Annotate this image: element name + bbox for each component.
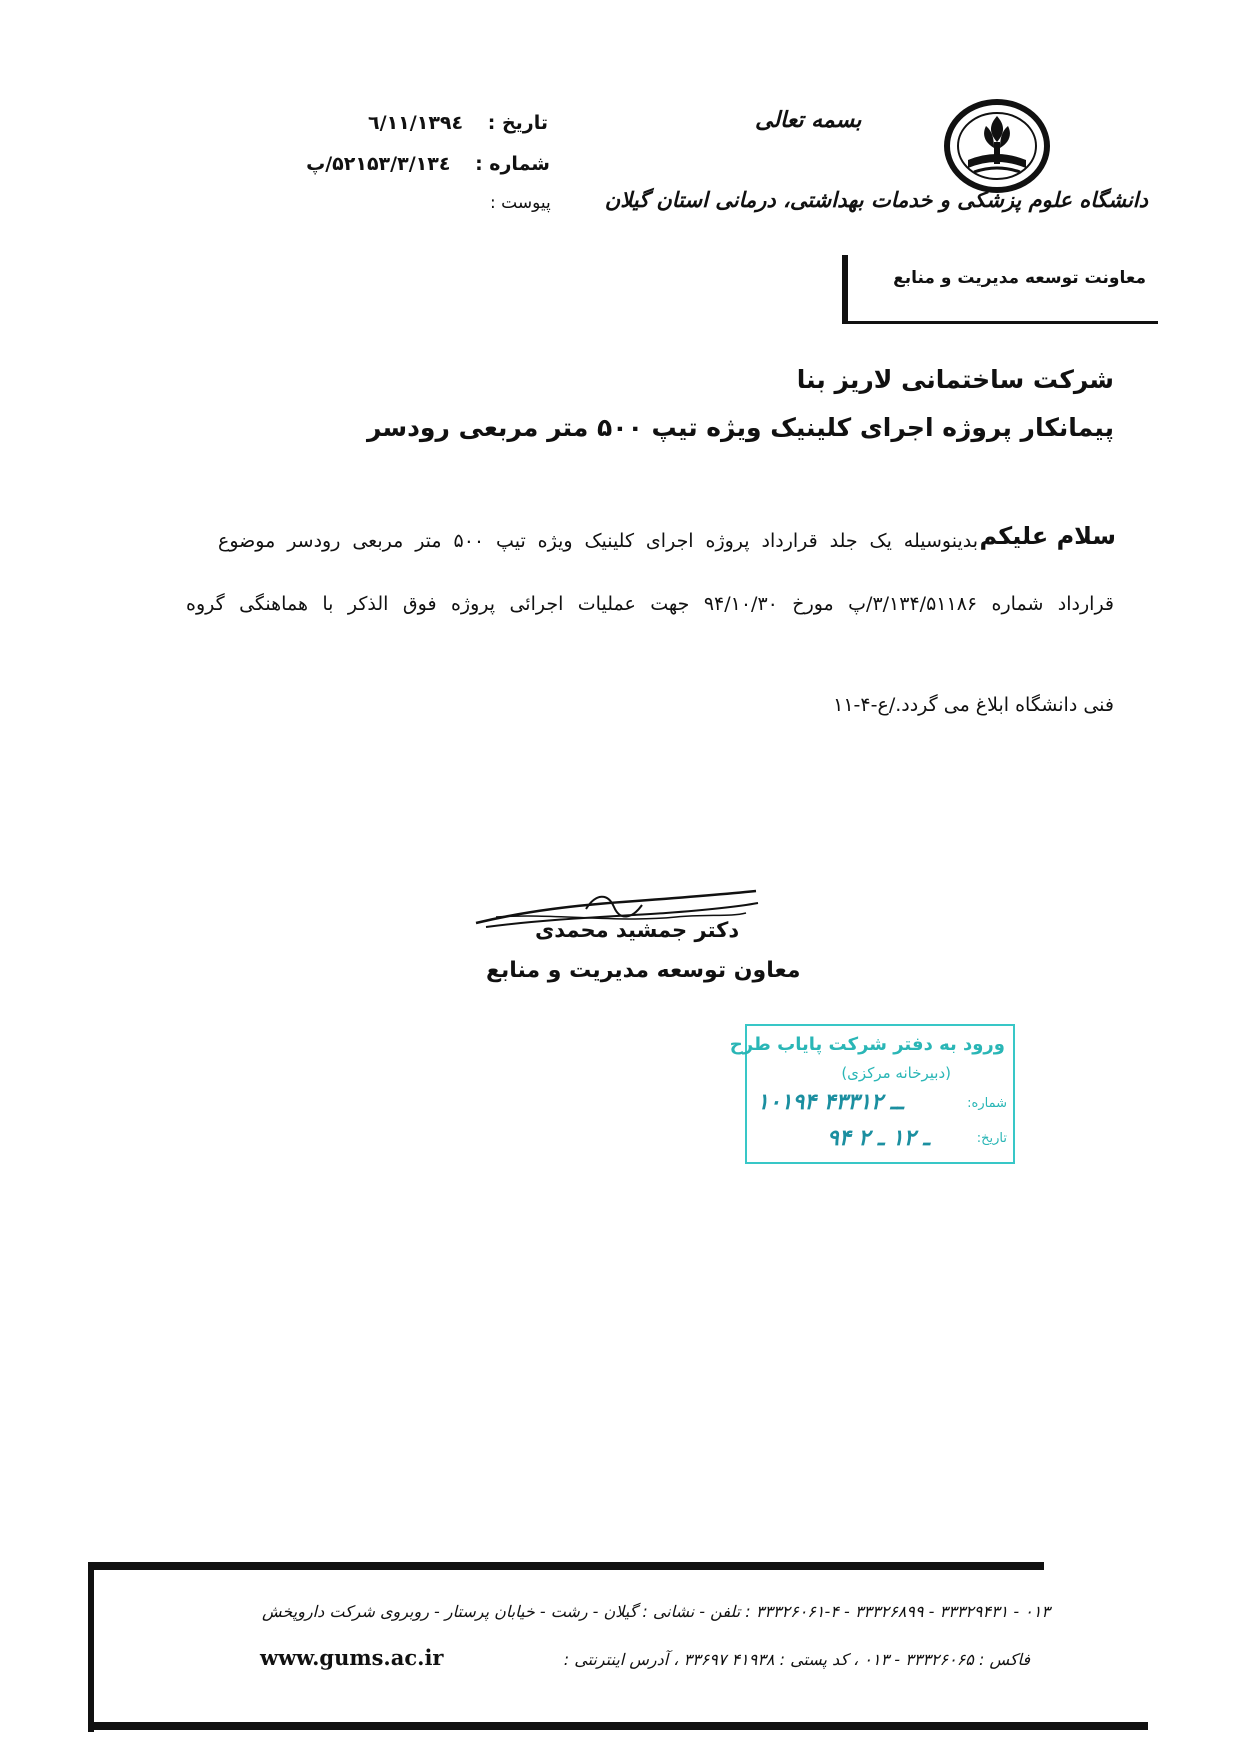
number-value: ۳/۱۳٤/۵۲۱۵۳/پ [306, 153, 451, 175]
stamp-date-value: ۹۴ ـ ۱۲ ـ ۲ [827, 1126, 930, 1151]
receipt-stamp [729, 1024, 1015, 1164]
footer-left-rule [88, 1562, 94, 1732]
body-line-2: قرارداد شماره ۳/۱۳۴/۵۱۱۸۶/پ مورخ ۹۴/۱۰/۳۰ جهت عملیات اجرائی پروژه فوق الذکر با هماهنگی گروه [186, 593, 1115, 615]
stamp-title: ورود به دفتر شرکت پایاب طرح [729, 1034, 1005, 1055]
date-row [330, 112, 548, 134]
footer-top-rule [88, 1562, 1044, 1570]
attachment-label: پیوست : [490, 193, 551, 213]
number-row [306, 153, 550, 175]
number-label: شماره : [475, 153, 550, 175]
addressee-company: شرکت ساختمانی لاریز بنا [796, 365, 1114, 394]
university-name: دانشگاه علوم پزشکی و خدمات بهداشتی، درمانی استان گیلان [604, 188, 1148, 212]
university-emblem-icon [938, 98, 1056, 202]
body-line-3: فنی دانشگاه ابلاغ می گردد./ع-۴-۱۱ [833, 694, 1114, 716]
department-frame [842, 255, 1158, 324]
stamp-number-label: شماره: [967, 1096, 1007, 1111]
attachment-row [490, 193, 551, 213]
body-line-1: بدینوسیله یک جلد قرارداد پروژه اجرای کلینیک ویژه تیپ ۵۰۰ متر مربعی رودسر موضوع [218, 530, 978, 552]
footer-address-phones: ۰۱۳ - ۳۳۳۲۹۴۳۱ - ۳۳۳۲۶۸۹۹ - ۳۳۳۲۶۰۶۱-۴ : تلفن - نشانی : گیلان - رشت - خیابان پرستار - روبروی شرکت داروپخش [262, 1602, 1050, 1621]
date-label: تاریخ : [487, 112, 548, 134]
date-value: ۱۳۹٤/۱۱/٦ [368, 112, 464, 134]
greeting: سلام علیکم [979, 522, 1116, 550]
stamp-date-label: تاریخ: [976, 1131, 1007, 1146]
signatory-title: معاون توسعه مدیریت و منابع [486, 958, 801, 983]
addressee-role: پیمانکار پروژه اجرای کلینیک ویژه تیپ ۵۰۰ متر مربعی رودسر [366, 413, 1114, 442]
footer-bottom-rule [88, 1722, 1148, 1730]
bismillah: بسمه تعالی [755, 108, 862, 133]
footer-website: www.gums.ac.ir [260, 1645, 444, 1670]
department-name: معاونت توسعه مدیریت و منابع [893, 268, 1146, 288]
stamp-subtitle: (دبیرخانه مرکزی) [841, 1064, 951, 1082]
stamp-number-value: ۱۰۱۹۴ ــ ۴۳۳۱۲ [757, 1090, 904, 1115]
signatory-name: دکتر جمشید محمدی [535, 918, 740, 942]
footer-fax-postal: فاکس : ۳۳۳۲۶۰۶۵ - ۰۱۳ ، کد پستی : ۴۱۹۳۸ ۳۳۶۹۷ ، آدرس اینترنتی : [563, 1650, 1030, 1669]
